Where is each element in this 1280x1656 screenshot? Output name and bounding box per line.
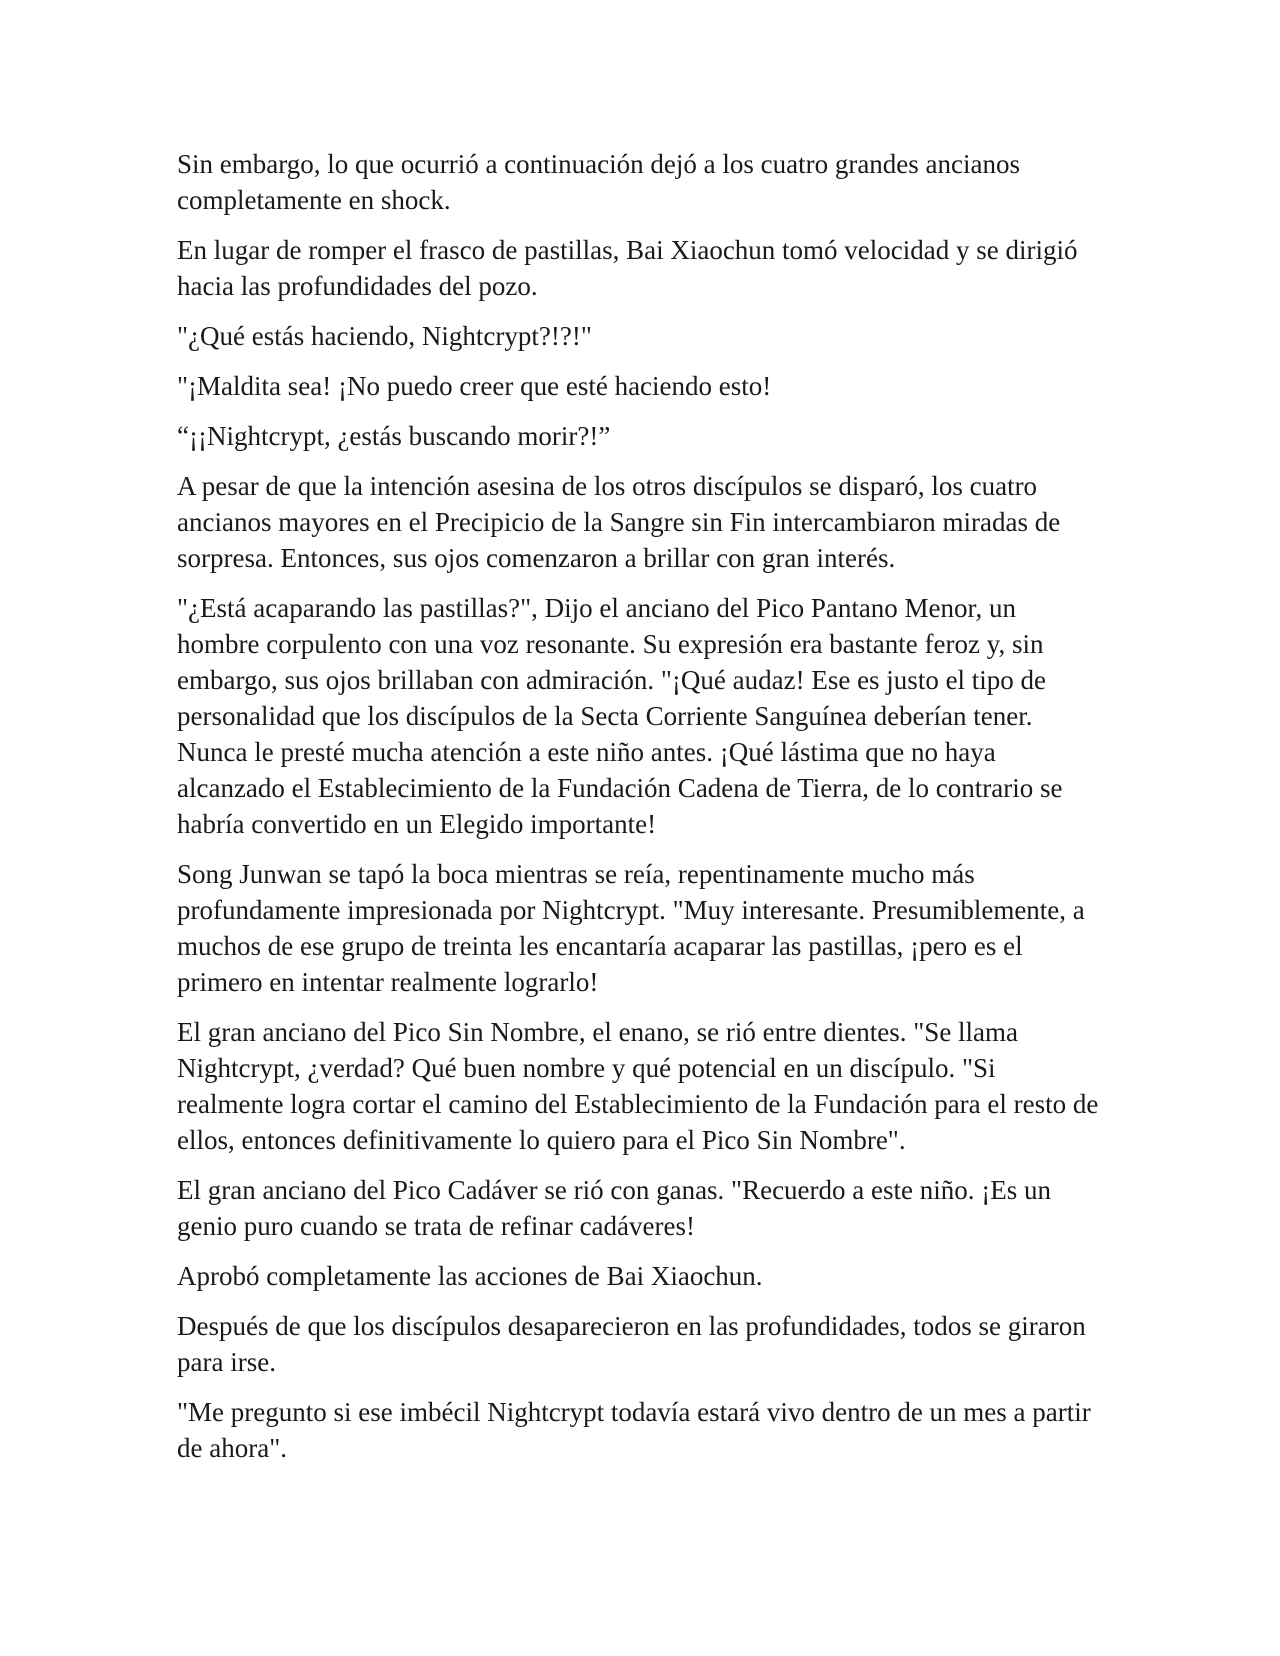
paragraph-5: “¡¡Nightcrypt, ¿estás buscando morir?!” [177, 421, 611, 451]
paragraph-13: "Me pregunto si ese imbécil Nightcrypt todavía estará vivo dentro de un mes a partir de ahora". [177, 1397, 1091, 1463]
paragraph-2: En lugar de romper el frasco de pastillas, Bai Xiaochun tomó velocidad y se dirigió hacia las profundidades del pozo. [177, 235, 1078, 301]
paragraph-11: Aprobó completamente las acciones de Bai Xiaochun. [177, 1261, 763, 1291]
paragraph-9: El gran anciano del Pico Sin Nombre, el enano, se rió entre dientes. "Se llama Nightcrypt, ¿verdad? Qué buen nombre y qué potencial en un discípulo. "Si realmente logra cortar el camino del Establecimiento de la Fundación para el resto de ellos, entonces definitivamente lo quiero para el Pico Sin Nombre". [177, 1017, 1099, 1155]
paragraph-6: A pesar de que la intención asesina de los otros discípulos se disparó, los cuatro ancianos mayores en el Precipicio de la Sangre sin Fin intercambiaron miradas de sorpresa. Entonces, sus ojos comenzaron a brillar con gran interés. [177, 471, 1061, 573]
paragraph-8: Song Junwan se tapó la boca mientras se reía, repentinamente mucho más profundamente impresionada por Nightcrypt. "Muy interesante. Presumiblemente, a muchos de ese grupo de treinta les encantaría acaparar las pastillas, ¡pero es el primero en intentar realmente lograrlo! [177, 859, 1085, 997]
paragraph-3: "¿Qué estás haciendo, Nightcrypt?!?!" [177, 321, 592, 351]
paragraph-7: "¿Está acaparando las pastillas?", Dijo el anciano del Pico Pantano Menor, un hombre corpulento con una voz resonante. Su expresión era bastante feroz y, sin embargo, sus ojos brillaban con admiración. "¡Qué audaz! Ese es justo el tipo de personalidad que los discípulos de la Secta Corriente Sanguínea deberían tener. Nunca le presté mucha atención a este niño antes. ¡Qué lástima que no haya alcanzado el Establecimiento de la Fundación Cadena de Tierra, de lo contrario se habría convertido en un Elegido importante! [177, 593, 1063, 839]
paragraph-4: "¡Maldita sea! ¡No puedo creer que esté haciendo esto! [177, 371, 772, 401]
text-column [177, 146, 1102, 1480]
paragraph-10: El gran anciano del Pico Cadáver se rió con ganas. "Recuerdo a este niño. ¡Es un genio puro cuando se trata de refinar cadáveres! [177, 1175, 1051, 1241]
paragraph-1: Sin embargo, lo que ocurrió a continuación dejó a los cuatro grandes ancianos completamente en shock. [177, 149, 1020, 215]
paragraph-12: Después de que los discípulos desaparecieron en las profundidades, todos se giraron para irse. [177, 1311, 1086, 1377]
